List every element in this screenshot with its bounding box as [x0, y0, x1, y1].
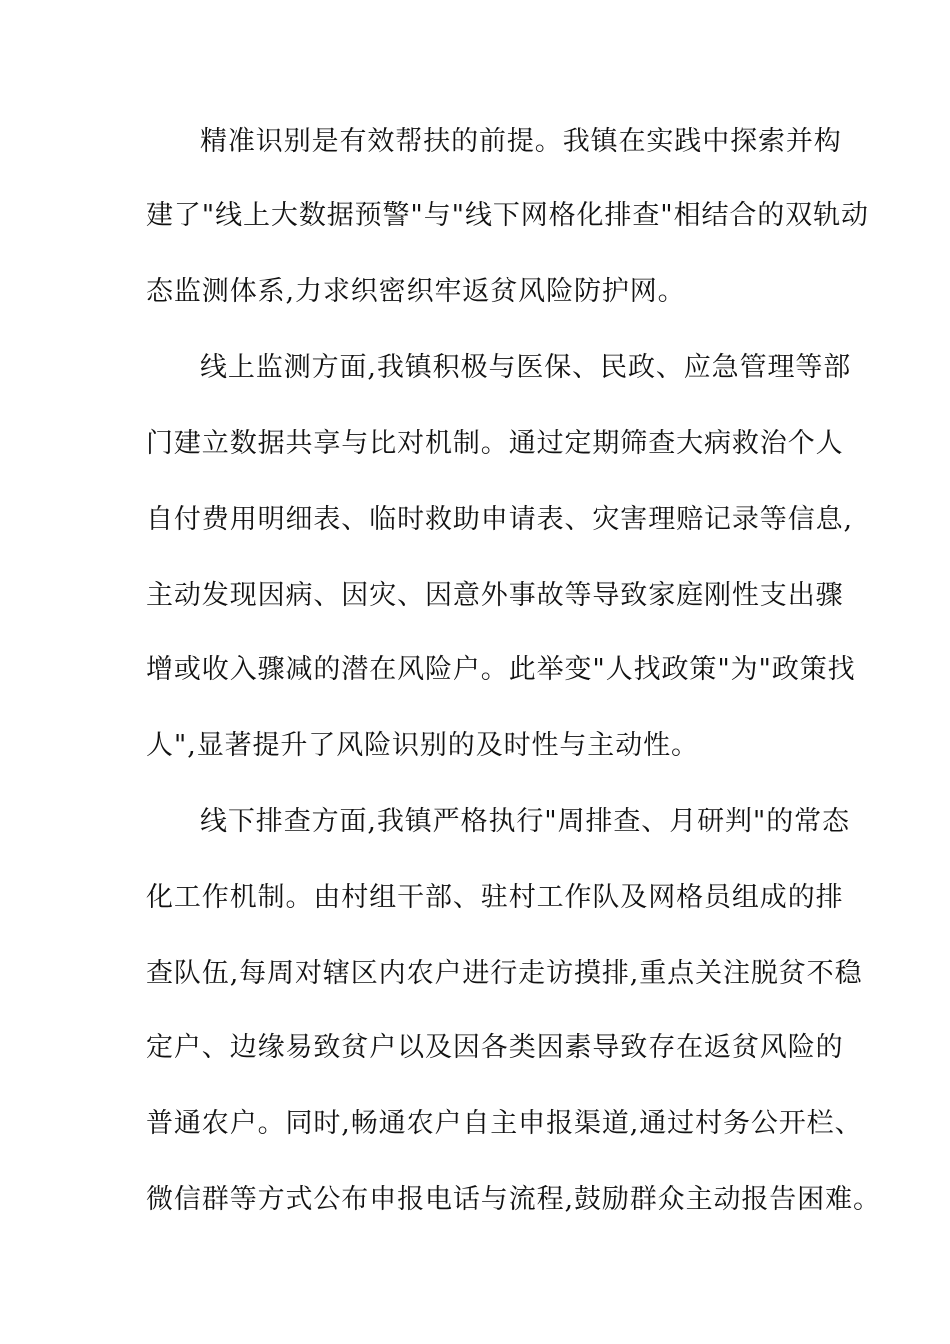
paragraph-1-line-3: 态监测体系,力求织密织牢返贫风险防护网。 — [146, 276, 686, 307]
paragraph-3-line-1: 线下排查方面,我镇严格执行"周排查、月研判"的常态 — [200, 806, 850, 837]
paragraph-2-line-2: 门建立数据共享与比对机制。通过定期筛查大病救治个人 — [146, 428, 844, 459]
paragraph-2-line-5: 增或收入骤减的潜在风险户。此举变"人找政策"为"政策找 — [146, 654, 856, 685]
paragraph-3-line-3: 查队伍,每周对辖区内农户进行走访摸排,重点关注脱贫不稳 — [146, 958, 863, 989]
paragraph-2-line-4: 主动发现因病、因灾、因意外事故等导致家庭刚性支出骤 — [146, 580, 844, 611]
paragraph-1-line-2: 建了"线上大数据预警"与"线下网格化排查"相结合的双轨动 — [146, 200, 869, 231]
paragraph-3-line-2: 化工作机制。由村组干部、驻村工作队及网格员组成的排 — [146, 882, 844, 913]
paragraph-3-line-4: 定户、边缘易致贫户以及因各类因素导致存在返贫风险的 — [146, 1032, 844, 1063]
paragraph-3-line-6: 微信群等方式公布申报电话与流程,鼓励群众主动报告困难。 — [146, 1184, 881, 1215]
paragraph-1-line-1: 精准识别是有效帮扶的前提。我镇在实践中探索并构 — [200, 126, 842, 157]
paragraph-3-line-5: 普通农户。同时,畅通农户自主申报渠道,通过村务公开栏、 — [146, 1108, 863, 1139]
paragraph-2-line-1: 线上监测方面,我镇积极与医保、民政、应急管理等部 — [200, 352, 852, 383]
paragraph-2-line-6: 人",显著提升了风险识别的及时性与主动性。 — [146, 730, 699, 761]
paragraph-2-line-3: 自付费用明细表、临时救助申请表、灾害理赔记录等信息, — [146, 504, 853, 535]
